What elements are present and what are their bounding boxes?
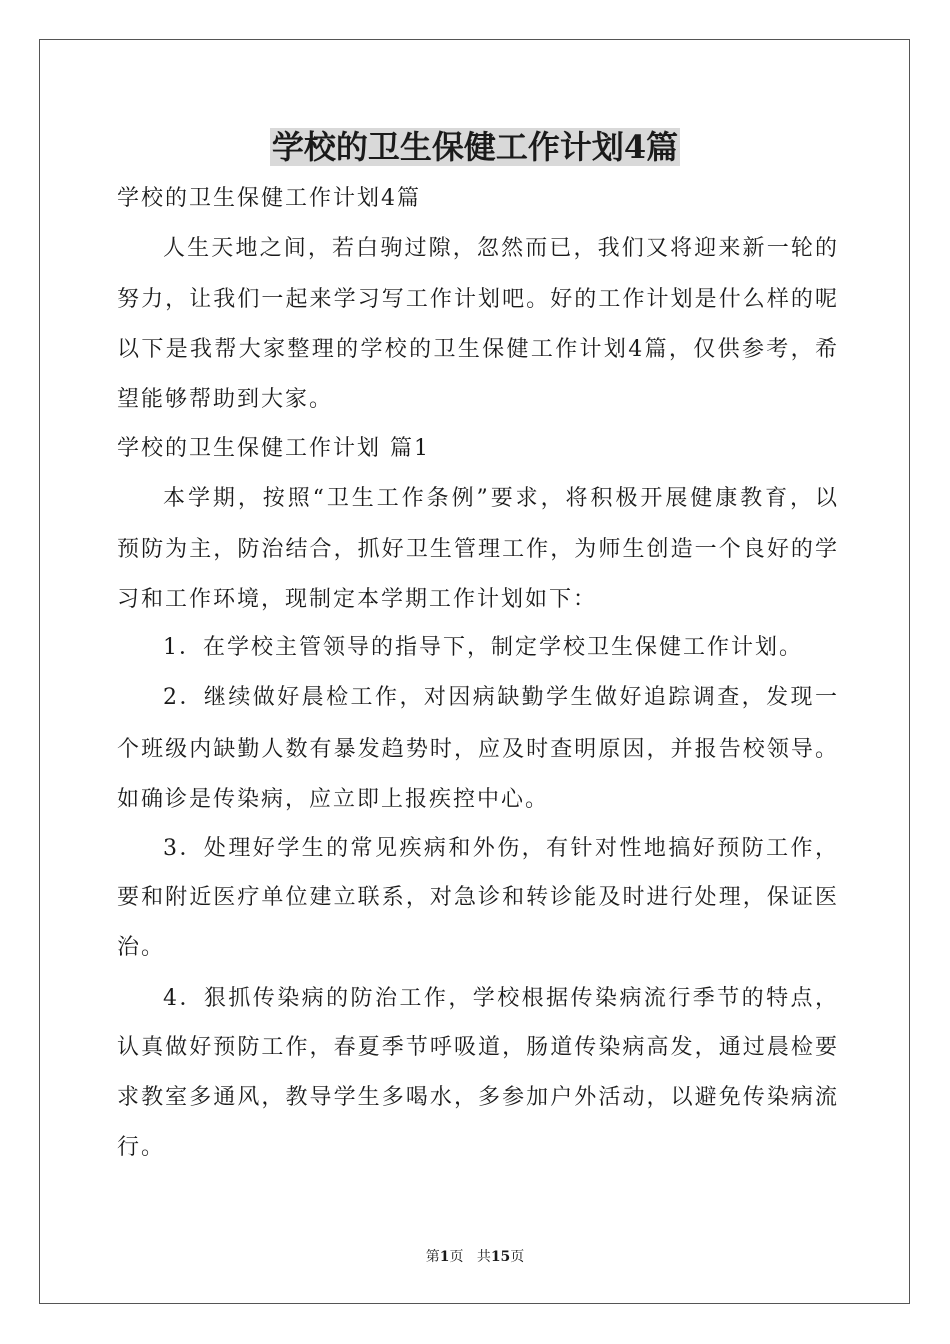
document-subtitle: 学校的卫生保健工作计划4篇 bbox=[117, 186, 421, 211]
intro-line-3: 以下是我帮大家整理的学校的卫生保健工作计划4篇，仅供参考，希 bbox=[117, 337, 837, 362]
section-heading: 学校的卫生保健工作计划 篇1 bbox=[117, 436, 430, 461]
list-item-2-line: 个班级内缺勤人数有暴发趋势时，应及时查明原因，并报告校领导。 bbox=[117, 737, 837, 762]
intro-line-2: 努力，让我们一起来学习写工作计划吧。好的工作计划是什么样的呢 bbox=[117, 287, 837, 312]
list-item-1: 1．在学校主管领导的指导下，制定学校卫生保健工作计划。 bbox=[163, 635, 803, 660]
intro-line-1: 人生天地之间，若白驹过隙，忽然而已，我们又将迎来新一轮的 bbox=[163, 236, 837, 261]
paragraph-line: 预防为主，防治结合，抓好卫生管理工作，为师生创造一个良好的学 bbox=[117, 537, 837, 562]
list-item-3-line: 要和附近医疗单位建立联系，对急诊和转诊能及时进行处理，保证医 bbox=[117, 885, 837, 910]
list-item-2-line: 如确诊是传染病，应立即上报疾控中心。 bbox=[117, 787, 550, 812]
list-item-3-line: 治。 bbox=[117, 935, 166, 960]
list-item-4-line: 认真做好预防工作，春夏季节呼吸道，肠道传染病高发，通过晨检要 bbox=[117, 1035, 837, 1060]
list-item-3-line: 3．处理好学生的常见疾病和外伤，有针对性地搞好预防工作， bbox=[163, 836, 837, 861]
document-title: 学校的卫生保健工作计划4篇 bbox=[271, 128, 679, 166]
list-item-4-line: 求教室多通风，教导学生多喝水，多参加户外活动，以避免传染病流 bbox=[117, 1085, 837, 1110]
list-item-2-line: 2．继续做好晨检工作，对因病缺勤学生做好追踪调查，发现一 bbox=[163, 685, 837, 710]
paragraph-line: 本学期，按照“卫生工作条例”要求，将积极开展健康教育，以 bbox=[163, 486, 837, 511]
intro-line-4: 望能够帮助到大家。 bbox=[117, 387, 334, 412]
list-item-4-line: 行。 bbox=[117, 1135, 166, 1160]
paragraph-line: 习和工作环境，现制定本学期工作计划如下： bbox=[117, 587, 598, 612]
page-footer: 第1页 共15页 bbox=[425, 1249, 525, 1265]
page-border bbox=[39, 39, 910, 1304]
list-item-4-line: 4．狠抓传染病的防治工作，学校根据传染病流行季节的特点， bbox=[163, 986, 837, 1011]
